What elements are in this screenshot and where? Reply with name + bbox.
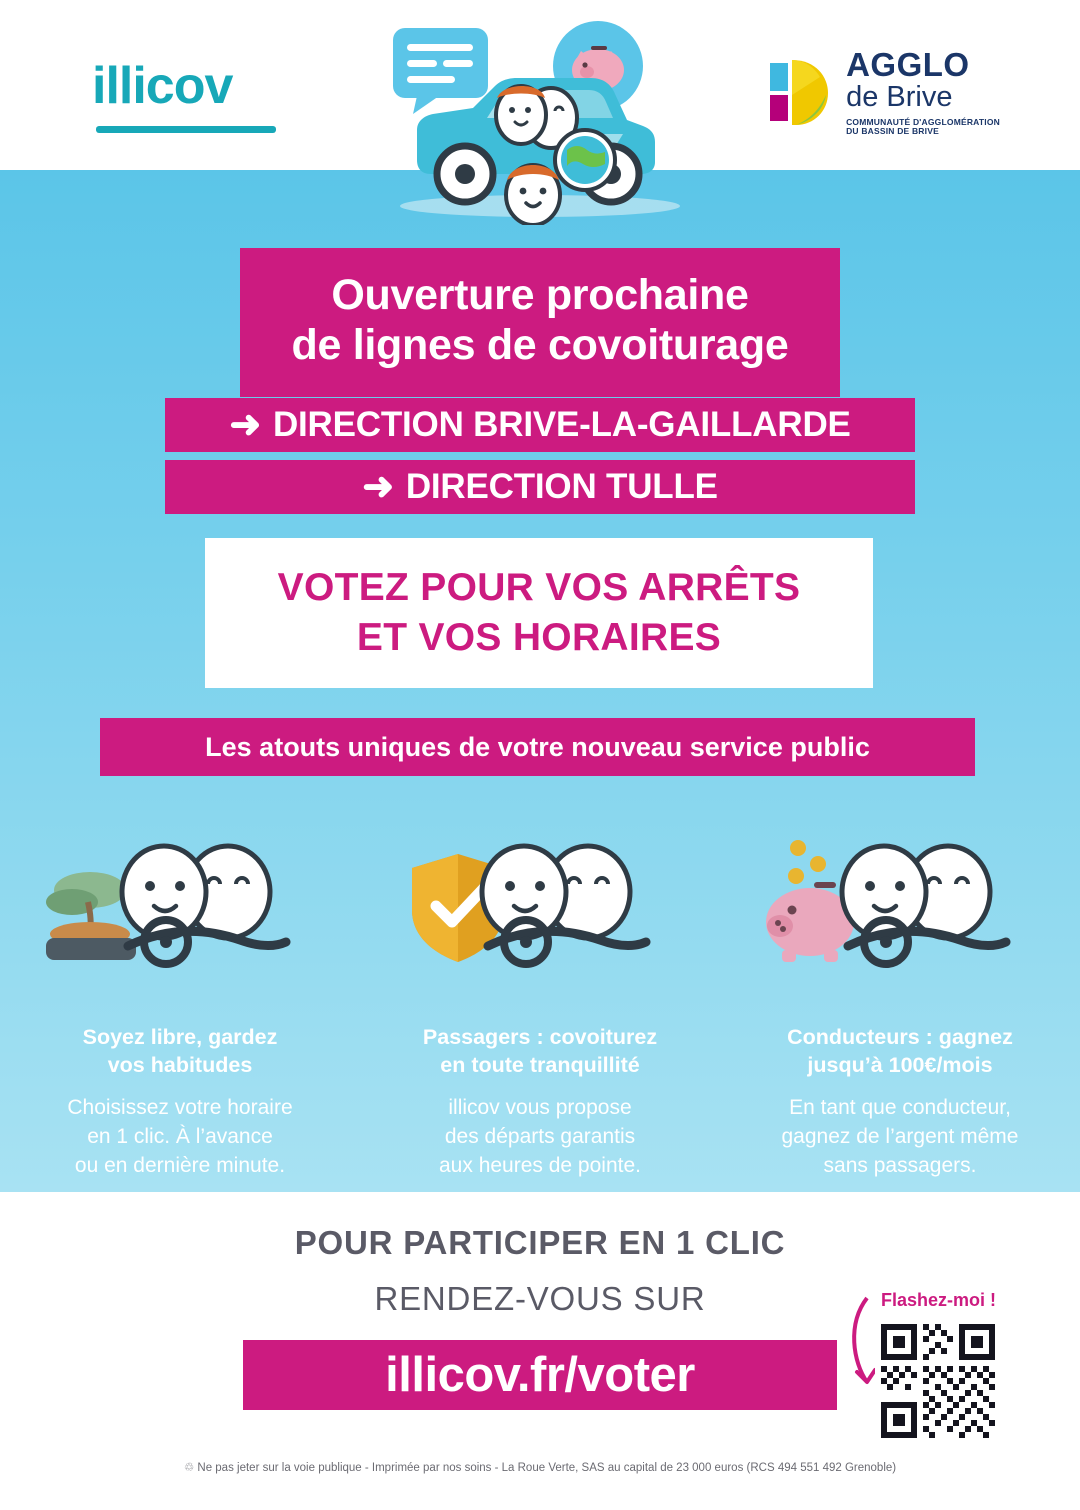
agglo-line2: de Brive <box>846 81 953 113</box>
cta-url-button[interactable] <box>243 1340 837 1410</box>
feature-body-line2: gagnez de l’argent même <box>781 1124 1019 1148</box>
feature-title <box>32 1024 328 1080</box>
feature-title-line1: Passagers : covoiturez <box>422 1025 658 1049</box>
feature-body-line2: en 1 clic. À l’avance <box>87 1124 273 1148</box>
poster-footer <box>0 1192 1080 1510</box>
feature-illustration <box>32 830 328 1020</box>
feature-body-line1: illicov vous propose <box>448 1095 632 1119</box>
hero-title-banner <box>240 248 840 397</box>
arrow-right-icon: ➜ <box>362 466 394 508</box>
flash-label: Flashez-moi ! <box>881 1290 997 1310</box>
footer-subheadline: RENDEZ-VOUS SUR <box>374 1280 706 1317</box>
qr-section <box>855 1290 1045 1450</box>
feature-body <box>32 1094 328 1181</box>
vote-line1: VOTEZ POUR VOS ARRÊTS <box>277 566 801 610</box>
arrow-right-icon: ➜ <box>229 404 261 446</box>
feature-card <box>360 830 720 1181</box>
globe-icon <box>555 130 615 190</box>
agglo-line4: DU BASSIN DE BRIVE <box>846 125 939 136</box>
feature-body-line1: En tant que conducteur, <box>789 1095 1011 1119</box>
agglo-leaf-icon <box>766 55 832 129</box>
driver-figures <box>842 846 1006 964</box>
feature-title <box>392 1024 688 1080</box>
driver-figures <box>122 846 286 964</box>
features-row <box>0 830 1080 1181</box>
feature-title <box>752 1024 1048 1080</box>
feature-body <box>392 1094 688 1181</box>
direction-banner-brive <box>165 398 915 452</box>
chat-bubble-icon <box>393 28 488 114</box>
agglo-line3: COMMUNAUTÉ D'AGGLOMÉRATION <box>846 117 1000 127</box>
vote-callout <box>205 538 873 688</box>
hero-title-line2: de lignes de covoiturage <box>291 321 789 370</box>
feature-body <box>752 1094 1048 1181</box>
footer-headline: POUR PARTICIPER EN 1 CLIC <box>294 1224 786 1261</box>
hero-title-line1: Ouverture prochaine <box>331 271 749 319</box>
feature-card <box>720 830 1080 1181</box>
feature-title-line2: en toute tranquillité <box>440 1052 640 1077</box>
feature-body-line3: sans passagers. <box>823 1153 977 1177</box>
feature-body-line3: ou en dernière minute. <box>74 1153 286 1177</box>
agglo-de-brive-logo <box>766 48 1000 135</box>
feature-card <box>0 830 360 1181</box>
direction-tulle-label: DIRECTION TULLE <box>405 467 718 506</box>
feature-illustration <box>392 830 688 1020</box>
feature-body-line2: des départs garantis <box>444 1124 636 1148</box>
illicov-logo-text: illicov <box>92 57 233 115</box>
vote-line2: ET VOS HORAIRES <box>356 616 722 659</box>
legal-notice: ♲ Ne pas jeter sur la voie publique - Imprimée par nos soins - La Roue Verte, SAS au capital de 23 000 euros (RCS 494 551 492 Grenoble) <box>183 1462 897 1474</box>
agglo-wordmark <box>846 48 1000 135</box>
illicov-logo-underline <box>96 126 276 133</box>
atouts-banner <box>100 718 975 776</box>
illicov-logo <box>92 57 233 115</box>
qr-code[interactable] <box>875 1318 1001 1444</box>
agglo-line1: AGGLO <box>846 46 970 83</box>
feature-title-line1: Conducteurs : gagnez <box>787 1025 1013 1049</box>
driver-figures <box>482 846 646 964</box>
front-figure <box>506 165 560 225</box>
cta-url-label: illicov.fr/voter <box>385 1348 695 1402</box>
feature-title-line2: jusqu’à 100€/mois <box>807 1052 993 1077</box>
carpool-car-illustration <box>355 10 695 225</box>
poster-hero <box>0 170 1080 1192</box>
feature-body-line1: Choisissez votre horaire <box>67 1095 293 1119</box>
feature-body-line3: aux heures de pointe. <box>439 1153 641 1177</box>
feature-title-line2: vos habitudes <box>107 1052 253 1077</box>
feature-title-line1: Soyez libre, gardez <box>82 1025 278 1049</box>
direction-brive-label: DIRECTION BRIVE-LA-GAILLARDE <box>272 405 851 444</box>
feature-illustration <box>752 830 1048 1020</box>
direction-banner-tulle <box>165 460 915 514</box>
atouts-label: Les atouts uniques de votre nouveau service public <box>205 731 870 762</box>
